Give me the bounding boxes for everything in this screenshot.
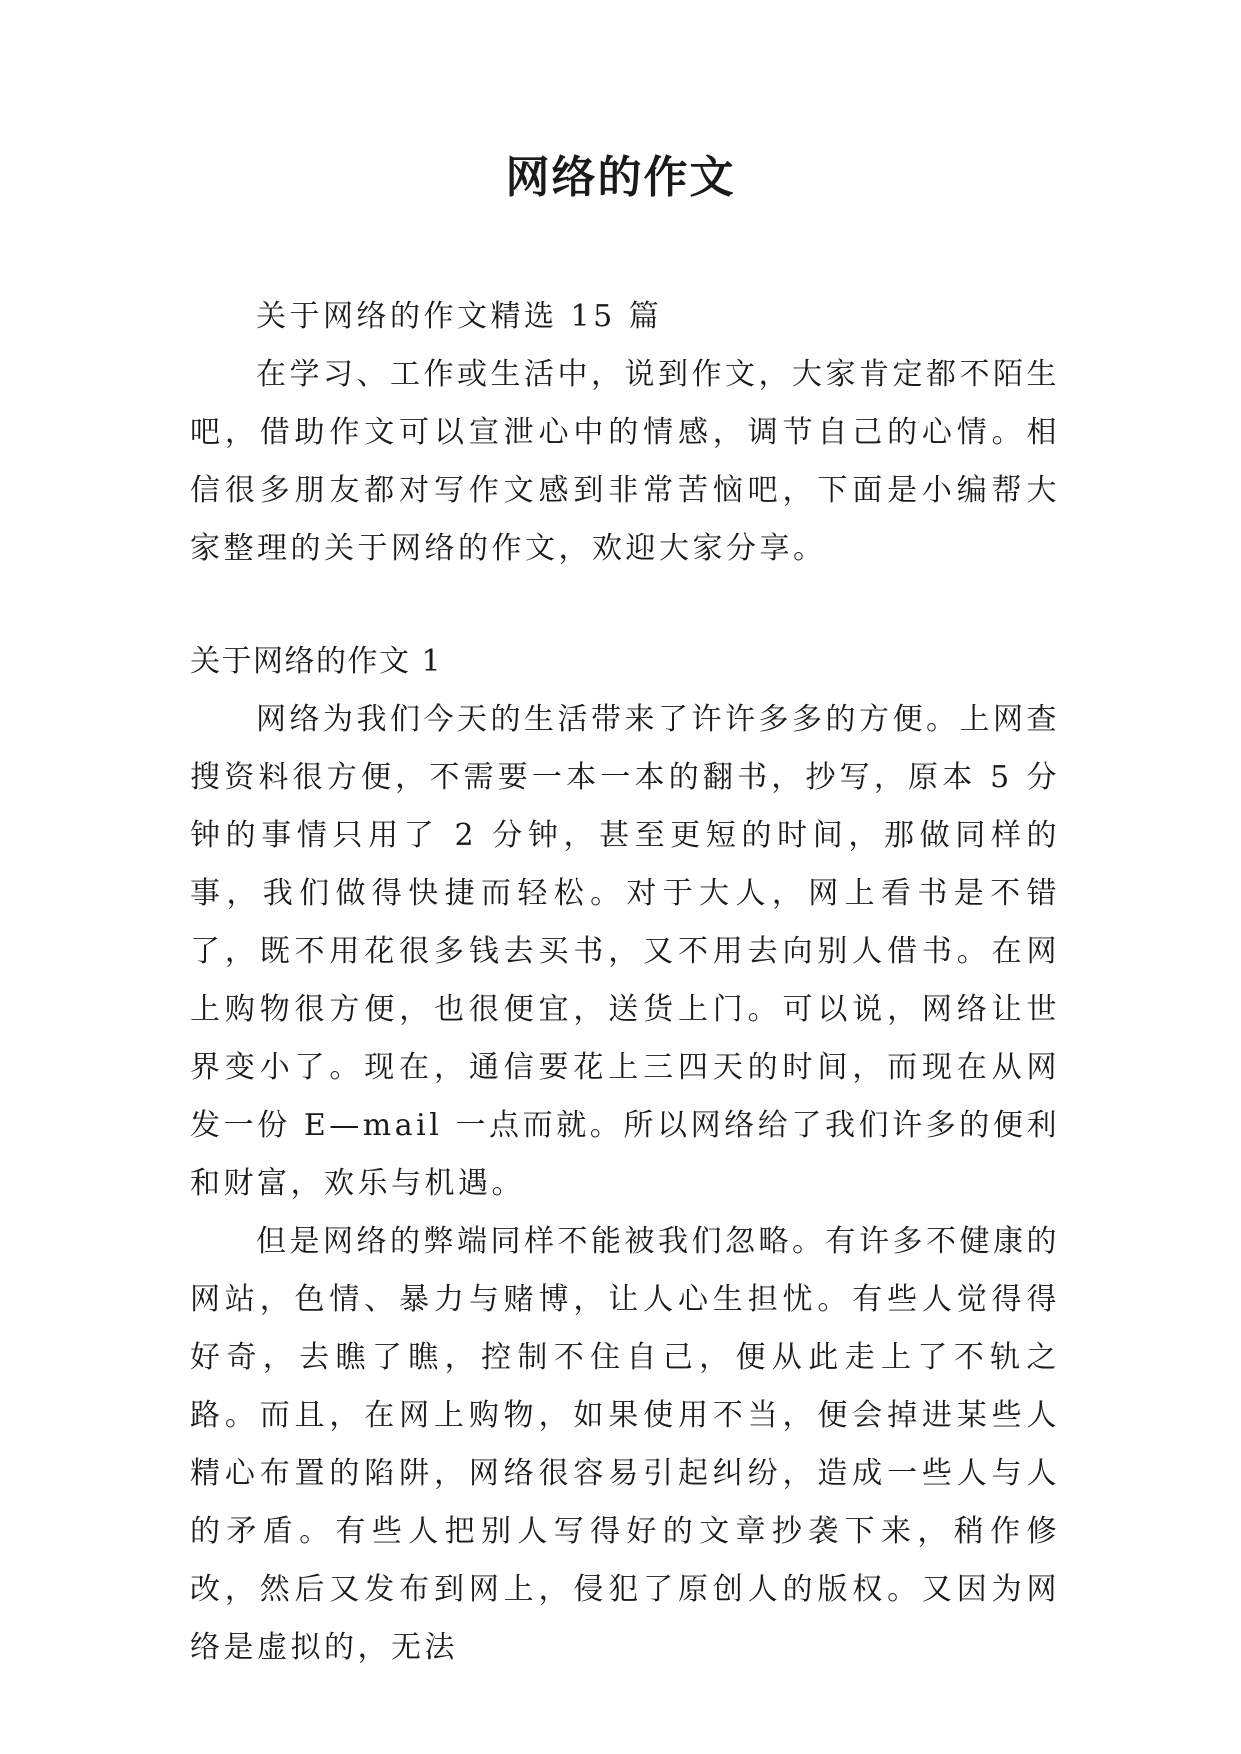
section-heading-text: 关于网络的作文 1 bbox=[190, 644, 443, 679]
intro-paragraph-block bbox=[190, 346, 1060, 578]
section-heading bbox=[190, 633, 1060, 691]
intro-heading bbox=[190, 288, 1126, 346]
body-paragraph: 但是网络的弊端同样不能被我们忽略。有许多不健康的网站，色情、暴力与赌博，让人心生担忧。有些人觉得得好奇，去瞧了瞧，控制不住自己，便从此走上了不轨之路。而且，在网上购物，如果使用不当，便会掉进某些人精心布置的陷阱，网络很容易引起纠纷，造成一些人与人的矛盾。有些人把别人写得好的文章抄袭下来，稍作修改，然后又发布到网上，侵犯了原创人的版权。又因为网络是虚拟的，无法 bbox=[190, 1224, 1060, 1665]
section-body bbox=[190, 691, 1060, 1677]
intro-paragraph: 在学习、工作或生活中，说到作文，大家肯定都不陌生吧，借助作文可以宣泄心中的情感，调节自己的心情。相信很多朋友都对写作文感到非常苦恼吧，下面是小编帮大家整理的关于网络的作文，欢迎大家分享。 bbox=[190, 357, 1060, 566]
intro-heading-text: 关于网络的作文精选 15 篇 bbox=[256, 299, 663, 334]
page-title: 网络的作文 bbox=[505, 152, 736, 203]
body-paragraph: 网络为我们今天的生活带来了许许多多的方便。上网查搜资料很方便，不需要一本一本的翻书，抄写，原本 5 分钟的事情只用了 2 分钟，甚至更短的时间，那做同样的事，我们做得快捷而轻松。对于大人，网上看书是不错了，既不用花很多钱去买书，又不用去向别人借书。在网上购物很方便，也很便宜，送货上门。可以说，网络让世界变小了。现在，通信要花上三四天的时间，而现在从网发一份 E—mail 一点而就。所以网络给了我们许多的便利和财富，欢乐与机遇。 bbox=[190, 702, 1060, 1201]
